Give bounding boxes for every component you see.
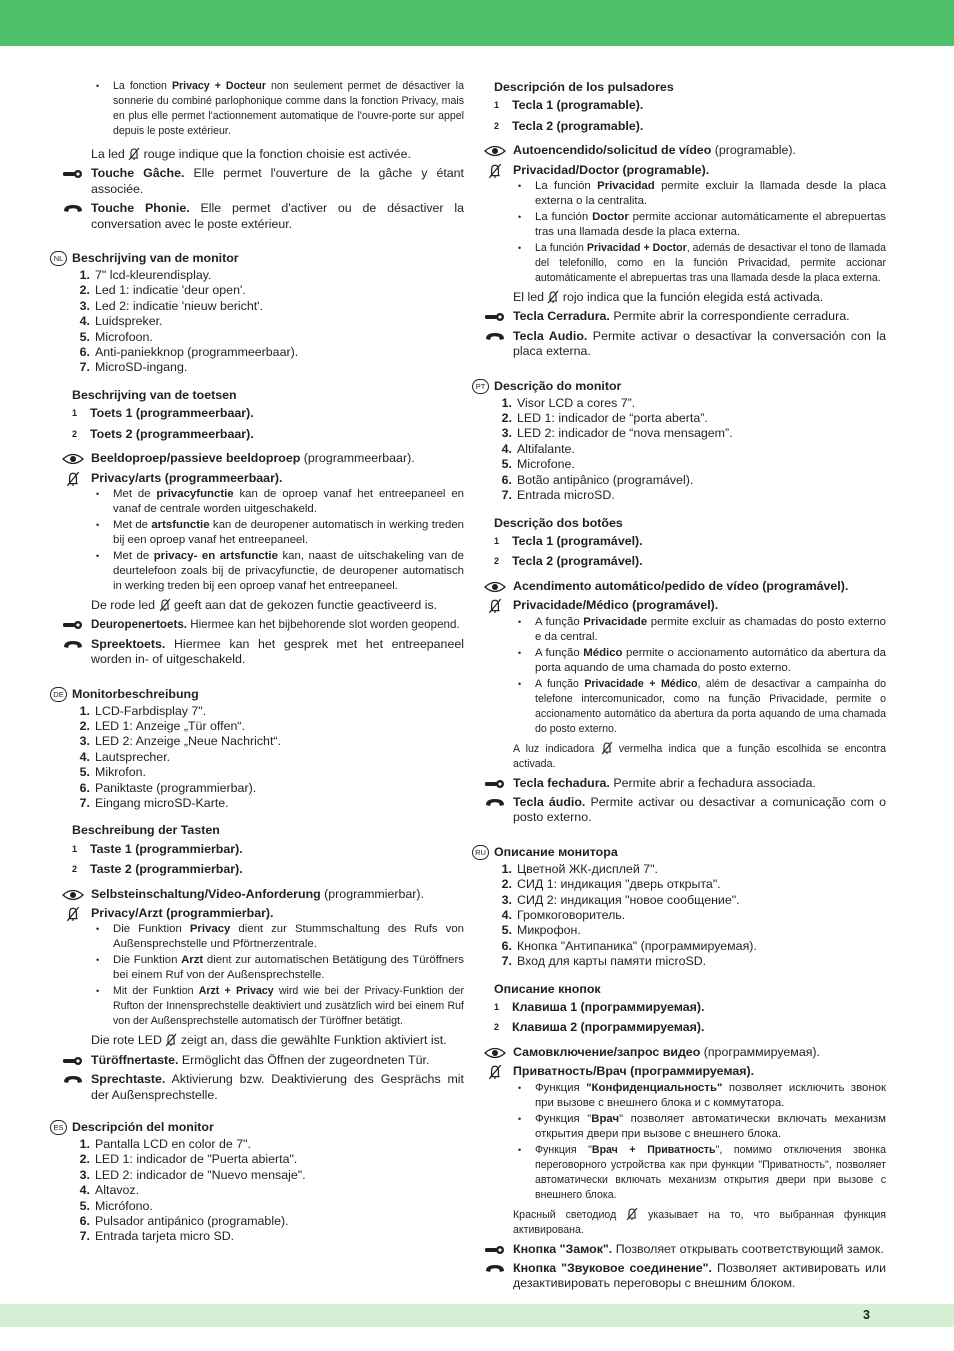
lang-badge: ES xyxy=(50,1120,67,1135)
list-item: 6. Кнопка "Антипаника" (программируемая). xyxy=(501,938,757,953)
handset-icon xyxy=(62,638,84,652)
key-item: 2 Taste 2 (programmierbar). xyxy=(72,862,243,877)
handset-icon xyxy=(62,202,84,216)
key-icon xyxy=(62,618,84,632)
bullet-item: • Die Funktion Privacy dient zur Stummschaltung des Rufs von Außensprechstelle und Pförtnerzentrale. xyxy=(96,923,465,951)
de-eye-row: Selbsteinschaltung/Video-Anforderung (programmierbar). xyxy=(50,887,464,902)
list-item: 6. Pulsador antipánico (programable). xyxy=(79,1214,289,1229)
fr-phone-row: Touche Phonie. Elle permet d'activer ou de désactiver la conversation avec le poste extérieur. xyxy=(50,201,464,232)
fr-section xyxy=(50,79,464,232)
es-heading: ES Descripción del monitor xyxy=(50,1119,464,1136)
key-item: 1 Toets 1 (programmeerbaar). xyxy=(72,406,254,421)
page-number: 3 xyxy=(863,1308,870,1322)
de-lock-row: Türöffnertaste. Ermöglicht das Öffnen der zugeordneten Tür. xyxy=(50,1053,464,1068)
bullet-item: • Функция "Врач" позволяет автоматически включать механизм открытия двери при вызове с внешнего блока. xyxy=(518,1112,886,1140)
list-item: 1. Pantalla LCD en color de 7". xyxy=(79,1137,251,1152)
list-item: 6. Paniktaste (programmierbar). xyxy=(79,780,257,795)
pt-keys-heading: Descrição dos botões xyxy=(494,515,623,530)
bullet-item: • Met de artsfunctie kan de deuropener automatisch in werking treden bij een oproep vanaf het entreepaneel. xyxy=(96,518,464,546)
list-item: 7. Eingang microSD-Karte. xyxy=(79,795,229,810)
handset-icon xyxy=(62,1073,84,1087)
list-item: 4. Altavoz. xyxy=(79,1183,140,1198)
eye-icon xyxy=(484,580,506,594)
nl-section xyxy=(50,250,464,668)
de-keys-heading: Beschreibung der Tasten xyxy=(72,823,220,838)
privacy-icon xyxy=(601,741,613,755)
bullet-item: • Met de privacy- en artsfunctie kan, naast de uitschakeling van de deurtelefoon zoals bij de privacyfunctie, de deuropener automatisch in werking treden bij een oproep vanaf het entreepaneel. xyxy=(96,549,464,592)
eye-icon xyxy=(484,144,506,158)
key-icon xyxy=(484,1243,506,1257)
list-item: 1. Visor LCD a cores 7”. xyxy=(501,395,636,410)
de-phone-row: Sprechtaste. Aktivierung bzw. Deaktivierung des Gesprächs mit der Außensprechstelle. xyxy=(50,1072,464,1103)
list-item: 2. СИД 1: индикация "дверь открыта". xyxy=(501,877,721,892)
list-item: 5. Microfone. xyxy=(501,457,575,472)
list-item: 3. СИД 2: индикация "новое сообщение". xyxy=(501,892,740,907)
lang-badge: NL xyxy=(50,251,67,266)
de-led-note: Die rote LED zeigt an, dass die gewählte Funktion aktiviert ist. xyxy=(91,1033,447,1048)
bullet-item: • La función Privacidad + Doctor, además de desactivar el tono de llamada del telefonillo, como en la función Privacidad, permite accionar automáticamente el abrepuertas tras una llamada desde la placa externa. xyxy=(518,242,886,285)
ru-section xyxy=(472,844,886,1292)
bullet-item: • Mit der Funktion Arzt + Privacy wird wie bei der Privacy-Funktion der Rufton der Innensprechstelle deaktiviert und zusätzlich wird bei einem Ruf von der Außensprechstelle automatisch der Türöffner betätigt. xyxy=(96,985,464,1028)
key-item: 1 Клавиша 1 (программируемая). xyxy=(494,1000,705,1014)
es-lock-row: Tecla Cerradura. Permite abrir la correspondiente cerradura. xyxy=(472,309,886,324)
eye-icon xyxy=(62,888,84,902)
ru-keys-heading: Описание кнопок xyxy=(494,981,601,996)
es-eye-row: Autoencendido/solicitud de vídeo (programable). xyxy=(472,143,886,158)
privacy-icon xyxy=(165,1033,177,1047)
list-item: 7. MicroSD-ingang. xyxy=(79,360,188,375)
handset-icon xyxy=(484,1262,506,1276)
es-phone-row: Tecla Audio. Permite activar o desactivar la conversación con la placa externa. xyxy=(472,329,886,360)
pt-lock-row: Tecla fechadura. Permite abrir a fechadura associada. xyxy=(472,776,886,791)
list-item: 6. Anti-paniekknop (programmeerbaar). xyxy=(79,345,299,360)
pt-phone-row: Tecla áudio. Permite activar ou desactivar a comunicação com o posto externo. xyxy=(472,795,886,826)
bullet-item: • Функция "Врач + Приватность", помимо отключения звонка переговорного устройства как при функции "Приватность", позволяет автоматически включать механизм открытия двери при вызове с внешнего блока. xyxy=(518,1143,887,1201)
list-item: 6. Botão antipânico (programável). xyxy=(501,472,694,487)
list-item: 4. Lautsprecher. xyxy=(79,749,171,764)
list-item: 4. Altifalante. xyxy=(501,441,575,456)
fr-lock-row: Touche Gâche. Elle permet l'ouverture de la gâche y étant associée. xyxy=(50,166,464,197)
handset-icon xyxy=(484,330,506,344)
nl-lock-row: Deuropenertoets. Hiermee kan het bijbehorende slot worden geopend. xyxy=(50,617,464,632)
footer-band xyxy=(0,1304,954,1327)
privacy-icon xyxy=(626,1207,638,1221)
es-led-note: El led rojo indica que la función elegida está activada. xyxy=(513,290,824,305)
key-icon xyxy=(484,310,506,324)
list-item: 5. Micrófono. xyxy=(79,1198,153,1213)
pt-privacy-row: Privacidade/Médico (programável). xyxy=(472,598,886,613)
pt-section xyxy=(472,378,886,826)
list-item: 7. Entrada tarjeta micro SD. xyxy=(79,1229,235,1244)
nl-privacy-row: Privacy/arts (programmeerbaar). xyxy=(50,471,464,486)
lang-badge: PT xyxy=(472,379,489,394)
key-item: 2 Toets 2 (programmeerbaar). xyxy=(72,426,254,441)
ru-eye-row: Самовключение/запрос видео (программируемая). xyxy=(472,1045,886,1060)
ru-privacy-row: Приватность/Врач (программируемая). xyxy=(472,1064,886,1079)
key-item: 1 Tecla 1 (programável). xyxy=(494,533,643,548)
bullet-item: • Функция "Конфиденциальность" позволяет исключить звонок при вызове с внешнего блока и с коммутатора. xyxy=(518,1081,886,1109)
list-item: 2. LED 1: indicador de "Puerta abierta". xyxy=(79,1152,298,1167)
de-heading: DE Monitorbeschreibung xyxy=(50,686,464,703)
privacy-icon xyxy=(159,598,171,612)
key-icon xyxy=(62,1054,84,1068)
key-icon xyxy=(62,167,84,181)
ru-heading: RU Описание монитора xyxy=(472,844,886,861)
pt-led-note: A luz indicadora vermelha indica que a função escolhida se encontra activada. xyxy=(513,742,886,770)
bullet-item: • Met de privacyfunctie kan de oproep vanaf het entreepaneel en vanaf de centrale worden uitgeschakeld. xyxy=(96,487,464,515)
key-icon xyxy=(484,777,506,791)
list-item: 3. LED 2: indicador de “nova mensagem”. xyxy=(501,426,733,441)
privacy-icon xyxy=(62,472,84,486)
bullet-item: • Die Funktion Arzt dient zur automatischen Betätigung des Türöffners bei einem Ruf von der Außensprechstelle. xyxy=(96,954,464,982)
nl-phone-row: Spreektoets. Hiermee kan het gesprek met het entreepaneel worden in- of uitgeschakeld. xyxy=(50,637,464,668)
bullet-item: • La función Privacidad permite excluir la llamada desde la placa externa o la centralita. xyxy=(518,180,886,208)
es-section xyxy=(50,1119,464,1245)
list-item: 2. LED 1: indicador de “porta aberta”. xyxy=(501,411,708,426)
bullet-item: • A função Privacidade permite excluir as chamadas do posto externo e da central. xyxy=(518,615,886,643)
privacy-icon xyxy=(484,1065,506,1079)
privacy-icon xyxy=(62,907,84,921)
de-privacy-row: Privacy/Arzt (programmierbar). xyxy=(50,906,464,921)
fr-bullet: • La fonction Privacy + Docteur non seulement permet de désactiver la sonnerie du combiné parlophonique comme dans la fonction Privacy, mais en plus elle permet l'actionnement automatique de l'ouvre-porte sur appel depuis le poste extérieur. xyxy=(96,80,464,137)
key-item: 2 Tecla 2 (programable). xyxy=(494,118,644,133)
privacy-icon xyxy=(128,147,140,161)
right-column xyxy=(472,80,886,1292)
list-item: 3. LED 2: indicador de "Nuevo mensaje". xyxy=(79,1167,306,1182)
ru-led-note: Красный светодиод указывает на то, что выбранная функция активирована. xyxy=(513,1208,886,1236)
privacy-icon xyxy=(484,164,506,178)
list-item: 4. Luidspreker. xyxy=(79,314,163,329)
pt-heading: PT Descrição do monitor xyxy=(472,378,886,395)
list-item: 1. LCD-Farbdisplay 7". xyxy=(79,703,207,718)
nl-keys-heading: Beschrijving van de toetsen xyxy=(72,387,237,402)
list-item: 1. Цветной ЖК-дисплей 7". xyxy=(501,861,658,876)
list-item: 7. Вход для карты памяти microSD. xyxy=(501,954,707,969)
list-item: 5. Microfoon. xyxy=(79,329,153,344)
key-item: 2 Клавиша 2 (программируемая). xyxy=(494,1020,705,1035)
pt-eye-row: Acendimento automático/pedido de vídeo (programável). xyxy=(472,579,886,594)
list-item: 7. Entrada microSD. xyxy=(501,488,615,503)
lang-badge: RU xyxy=(472,845,489,860)
list-item: 4. Громкоговоритель. xyxy=(501,907,626,922)
bullet-item: • La función Doctor permite accionar automáticamente el abrepuertas tras una llamada desde la placa externa. xyxy=(518,211,886,239)
list-item: 5. Mikrofon. xyxy=(79,765,146,780)
handset-icon xyxy=(484,796,506,810)
bullet-item: • A função Médico permite o accionamento automático da abertura da porta aquando de uma chamada do posto externo. xyxy=(518,646,886,674)
de-section xyxy=(50,686,464,1104)
list-item: 2. LED 1: Anzeige „Tür offen“. xyxy=(79,718,245,733)
list-item: 5. Микрофон. xyxy=(501,923,581,938)
list-item: 1. 7" lcd-kleurendisplay. xyxy=(79,268,212,283)
es-section-continued xyxy=(472,80,886,360)
ru-phone-row: Кнопка "Звуковое соединение". Позволяет активировать или дезактивировать переговоры с внешним блоком. xyxy=(472,1261,886,1292)
es-keys-heading: Descripción de los pulsadores xyxy=(494,80,674,94)
left-column xyxy=(50,78,464,1245)
ru-lock-row: Кнопка "Замок". Позволяет открывать соответствующий замок. xyxy=(472,1242,886,1257)
lang-badge: DE xyxy=(50,687,67,702)
key-item: 2 Tecla 2 (programável). xyxy=(494,554,643,569)
key-item: 1 Tecla 1 (programable). xyxy=(494,98,644,113)
es-privacy-row: Privacidad/Doctor (programable). xyxy=(472,163,886,178)
list-item: 2. Led 1: indicatie 'deur open'. xyxy=(79,283,246,298)
nl-heading: NL Beschrijving van de monitor xyxy=(50,250,464,267)
nl-led-note: De rode led geeft aan dat de gekozen functie geactiveerd is. xyxy=(91,597,438,612)
key-item: 1 Taste 1 (programmierbar). xyxy=(72,841,243,856)
bullet-item: • A função Privacidade + Médico, além de desactivar a campainha do telefone intercomunicador, como na função Privacidade, permite o accionamento automático da abertura da porta aquando de uma chamada do posto externo. xyxy=(518,677,886,735)
nl-eye-row: Beeldoproep/passieve beeldoproep (programmeerbaar). xyxy=(50,451,464,466)
privacy-icon xyxy=(547,290,559,304)
fr-led-note: La led rouge indique que la fonction choisie est activée. xyxy=(91,147,411,161)
privacy-icon xyxy=(484,599,506,613)
list-item: 3. Led 2: indicatie 'nieuw bericht'. xyxy=(79,298,263,313)
eye-icon xyxy=(484,1046,506,1060)
list-item: 3. LED 2: Anzeige „Neue Nachricht“. xyxy=(79,734,281,749)
header-band xyxy=(0,0,954,46)
eye-icon xyxy=(62,452,84,466)
